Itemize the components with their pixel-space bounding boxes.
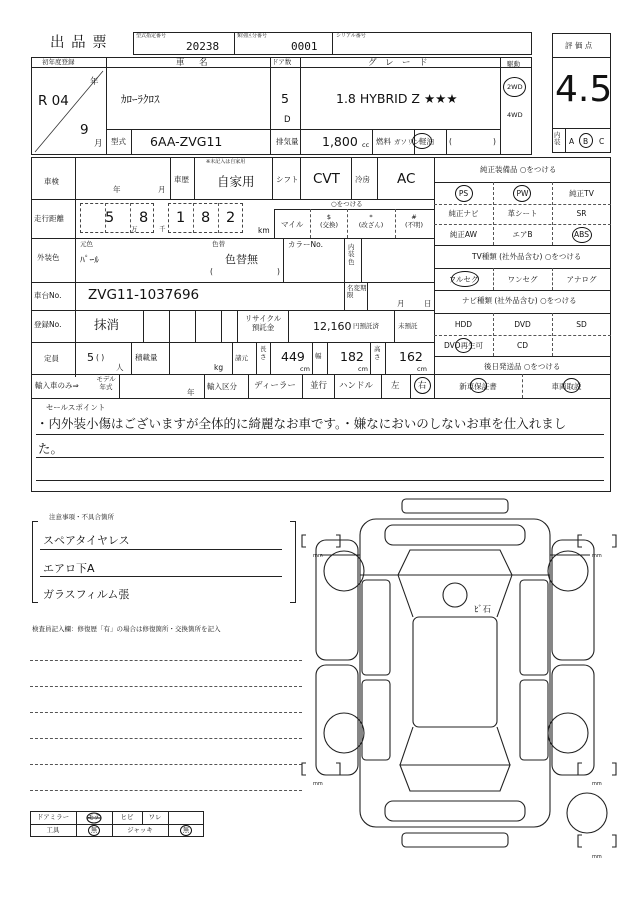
navi-cd: CD	[516, 341, 528, 350]
drive-label: 駆動	[507, 60, 520, 68]
recycle-not-deposited: 未預託	[398, 322, 418, 330]
capacity-value: 5	[87, 351, 94, 364]
car-diagram	[300, 495, 630, 870]
shift-label: シフト	[276, 175, 299, 184]
equip-pw: PW	[516, 189, 529, 198]
interior-b: B	[583, 137, 589, 146]
notes-left-bracket	[32, 521, 38, 603]
name-change-label: 名変期限	[347, 284, 367, 300]
notes-label: 注意事項・不具合箇所	[49, 513, 114, 521]
model-year-unit: 年	[187, 388, 195, 397]
inspection-month: 月	[158, 185, 166, 194]
width-cm: cm	[358, 365, 368, 373]
recycle-value: 12,160	[313, 320, 352, 333]
sales-line-1: ・内外装小傷はございますが全体的に綺麗なお車です。・嫌なにおいのしないお車を仕入れまし	[36, 416, 567, 431]
repaint-label: 色替	[212, 240, 225, 248]
tv-analog: アナログ	[566, 275, 597, 284]
chassis-label: 車台No.	[34, 291, 62, 300]
mote-strike-mark	[86, 812, 102, 824]
handle-left: 左	[391, 381, 400, 391]
equip-tv: 純正TV	[569, 189, 594, 198]
mileage-d2: 8	[139, 210, 149, 226]
score-value: 4.5	[555, 69, 613, 110]
history-value: 自家用	[217, 174, 255, 189]
mm-rear-left: mm	[313, 781, 323, 787]
class-no-label: 類別区分番号	[237, 33, 268, 39]
interior-color-label: 内装色	[348, 243, 355, 266]
navi-title: ナビ種類 (社外品含む) ○をつける	[462, 296, 577, 305]
month-unit: 月	[94, 139, 103, 149]
drive-2wd: 2WD	[507, 83, 523, 91]
first-reg-month: 9	[80, 122, 89, 138]
interior-c: C	[599, 137, 605, 146]
height-label: 高さ	[374, 345, 381, 361]
mm-front-left: mm	[313, 553, 323, 559]
navi-dvd-play: DVD再生可	[443, 341, 484, 350]
model-value: 6AA-ZVG11	[150, 134, 223, 149]
type-no-label: 型式指定番号	[136, 33, 167, 39]
navi-hdd: HDD	[454, 320, 473, 329]
equip-aw: 純正AW	[449, 230, 478, 239]
history-label: 車歴	[174, 175, 189, 184]
color-label: 外装色	[37, 253, 60, 262]
door-count: 5	[281, 91, 289, 106]
model-year-label: モデル 年式	[96, 375, 116, 391]
mote-label: モテ	[87, 813, 101, 821]
year-unit: 年	[90, 77, 99, 87]
color-no-label: カラーNo.	[288, 240, 323, 249]
sales-line-2: た。	[38, 441, 64, 456]
inspection-year: 年	[113, 185, 121, 194]
first-reg-label: 初年度登録	[42, 58, 75, 66]
fuel-paren-open: (	[449, 137, 452, 146]
length-cm: cm	[300, 365, 310, 373]
ac-label: 冷房	[355, 175, 370, 184]
mm-spare: mm	[592, 854, 602, 860]
door-d: D	[284, 115, 291, 125]
repaint-paren-open: (	[210, 267, 213, 276]
note-item-3: ガラスフィルム張	[43, 588, 130, 601]
cc-unit: cc	[362, 141, 370, 149]
inspection-label: 車検	[44, 177, 59, 186]
ware-label: ワレ	[148, 813, 162, 821]
import-category-label: 輸入区分	[207, 382, 237, 391]
tv-oneseg: ワンセグ	[507, 275, 538, 284]
tools-label: 工具	[46, 826, 60, 834]
load-label: 積載量	[135, 353, 158, 362]
grade-value: 1.8 HYBRID Z ★★★	[336, 91, 458, 106]
equip-sr: SR	[576, 209, 587, 218]
interior-a: A	[569, 137, 575, 146]
mm-front-right: mm	[592, 553, 602, 559]
tv-fullseg: フルセグ	[448, 275, 479, 284]
serial-label: シリアル番号	[336, 33, 366, 39]
grade-label: グ レ ー ド	[368, 58, 428, 68]
chip-mark: ﾋﾞ石	[474, 605, 492, 615]
repaint-paren-close: )	[277, 267, 280, 276]
mileage-unknown: # (不明)	[404, 213, 424, 230]
name-change-month: 月	[397, 299, 405, 308]
car-name: ｶﾛｰﾗｸﾛｽ	[121, 93, 160, 106]
equip-navi: 純正ナビ	[448, 209, 479, 218]
fuel-paren-close: )	[493, 137, 496, 146]
fuel-diesel: 軽油	[419, 137, 434, 146]
jack-none: 無	[182, 826, 190, 834]
fuel-label: 燃料	[376, 137, 391, 146]
import-parallel: 並行	[310, 381, 328, 391]
later-warranty: 新車保証書	[459, 382, 497, 391]
registration-value: 抹消	[94, 317, 120, 332]
history-note: ※未記入は自家用	[206, 159, 246, 165]
mm-rear-right: mm	[592, 781, 602, 787]
later-title: 後日発送品 ○をつける	[484, 362, 561, 371]
shift-value: CVT	[313, 171, 340, 187]
tools-none: 無	[90, 826, 98, 834]
displacement-label: 排気量	[276, 137, 299, 146]
class-no: 0001	[291, 40, 318, 53]
door-mirror-label: ドアミラー	[36, 813, 70, 821]
mileage-exchange: $ (交換)	[319, 213, 339, 230]
ac-value: AC	[397, 171, 416, 187]
import-dealer: ディーラー	[254, 381, 296, 391]
interior-score-label: 内装	[554, 131, 561, 147]
later-manual: 車両取説	[551, 382, 582, 391]
inspector-label: 検査員記入欄：修復歴「有」の場合は修復箇所・交換箇所を記入	[32, 625, 221, 633]
mileage-km: km	[258, 226, 270, 235]
equipment-title: 純正装備品 ○をつける	[480, 165, 557, 174]
name-change-day: 日	[424, 299, 432, 308]
form-title: 出 品 票	[50, 35, 108, 51]
chassis-value: ZVG11-1037696	[88, 287, 200, 303]
sales-label: セールスポイント	[46, 403, 106, 412]
width-label: 幅	[315, 352, 322, 360]
equip-leather: 革シート	[507, 209, 538, 218]
recycle-label: リサイクル 預託金	[244, 314, 282, 333]
handle-label: ハンドル	[339, 381, 374, 391]
length-label: 長さ	[260, 345, 267, 361]
capacity-paren: ( )	[96, 353, 105, 362]
registration-label: 登録No.	[34, 320, 62, 329]
width-value: 182	[340, 349, 364, 364]
equip-airbag: エアB	[512, 230, 533, 239]
dims-label: 諸元	[235, 354, 248, 362]
recycle-deposited: 円預託済	[353, 322, 379, 330]
handle-right: 右	[418, 381, 427, 391]
tv-title: TV種類 (社外品含む) ○をつける	[472, 252, 582, 261]
mileage-modified: * (改ざん)	[358, 213, 384, 230]
fuel-gasoline: ガソリン	[394, 138, 420, 146]
notes-right-bracket	[290, 521, 296, 603]
score-label: 評 価 点	[565, 41, 593, 50]
repaint-value: 色替無	[225, 253, 258, 266]
navi-sd: SD	[576, 320, 587, 329]
mileage-d5: 2	[226, 210, 236, 226]
type-no: 20238	[186, 40, 220, 53]
load-kg: kg	[214, 363, 224, 372]
name-label: 車 名	[176, 58, 211, 68]
navi-dvd: DVD	[514, 320, 531, 329]
length-value: 449	[281, 349, 305, 364]
note-item-2: エアロ下A	[43, 562, 95, 575]
era-year: R 04	[38, 93, 69, 109]
drive-4wd: 4WD	[507, 111, 523, 119]
model-label: 型式	[111, 137, 126, 146]
mileage-label: 走行距離	[34, 214, 64, 223]
mileage-man: 万	[131, 225, 138, 233]
note-item-1: スペアタイヤレス	[43, 534, 130, 547]
capacity-label: 定員	[44, 354, 59, 363]
original-color: ﾊﾟｰﾙ	[80, 255, 100, 266]
mileage-d1: 5	[105, 210, 115, 226]
capacity-person: 人	[116, 363, 124, 372]
jack-label: ジャッキ	[127, 826, 153, 834]
mileage-sen: 千	[159, 225, 166, 233]
equip-abs: ABS	[574, 230, 589, 239]
import-label: 輸入車のみ⇒	[35, 381, 79, 390]
mileage-d4: 8	[201, 210, 211, 226]
height-cm: cm	[417, 365, 427, 373]
doors-label: ドア数	[272, 58, 292, 66]
hibi-label: ヒビ	[120, 813, 134, 821]
original-color-label: 元色	[80, 240, 93, 248]
mileage-mile: マイル	[281, 220, 304, 229]
displacement-value: 1,800	[322, 134, 358, 149]
mileage-note: ○をつける	[331, 200, 363, 208]
height-value: 162	[399, 349, 423, 364]
equip-ps: PS	[458, 189, 469, 198]
mileage-d3: 1	[176, 210, 186, 226]
